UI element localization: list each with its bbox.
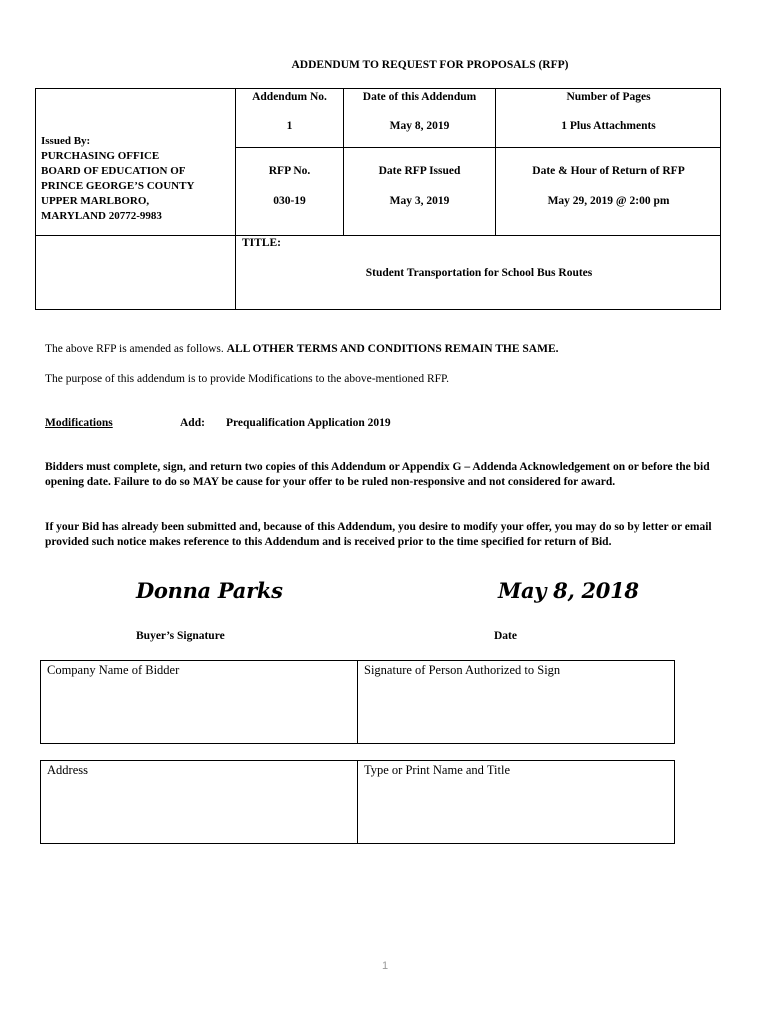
buyer-signature: Donna Parks	[136, 578, 283, 603]
issuer-line: BOARD OF EDUCATION OF	[41, 165, 186, 177]
amended-bold: ALL OTHER TERMS AND CONDITIONS REMAIN THE SAME.	[226, 343, 559, 355]
rfp-issued-label: Date RFP Issued	[378, 165, 461, 177]
amended-text: The above RFP is amended as follows.	[45, 343, 224, 355]
issuer-block	[41, 134, 194, 224]
address-field[interactable]	[40, 760, 358, 844]
addendum-no-label: Addendum No.	[252, 91, 327, 103]
return-value: May 29, 2019 @ 2:00 pm	[547, 195, 670, 207]
amended-statement	[45, 342, 559, 357]
page-number: 1	[381, 960, 389, 972]
divider	[36, 235, 721, 236]
purpose-statement: The purpose of this addendum is to provide Modifications to the above-mentioned RFP.	[45, 373, 450, 385]
pages-label: Number of Pages	[566, 91, 651, 103]
addendum-date-value: May 8, 2019	[389, 120, 450, 132]
authorized-signature-field[interactable]	[357, 660, 675, 744]
rfp-no-value: 030-19	[273, 195, 306, 207]
modifications-item: Prequalification Application 2019	[226, 417, 391, 429]
pages-value: 1 Plus Attachments	[561, 120, 656, 132]
issuer-line: MARYLAND 20772-9983	[41, 210, 162, 222]
divider	[495, 89, 496, 235]
addendum-date-label: Date of this Addendum	[362, 91, 477, 103]
company-name-field[interactable]	[40, 660, 358, 744]
divider	[343, 89, 344, 235]
print-name-field[interactable]	[357, 760, 675, 844]
document-title: ADDENDUM TO REQUEST FOR PROPOSALS (RFP)	[291, 59, 569, 71]
issuer-line: PURCHASING OFFICE	[41, 150, 160, 162]
address-label: Address	[47, 763, 88, 777]
buyer-signature-caption: Buyer’s Signature	[136, 630, 225, 642]
rfp-no-label: RFP No.	[268, 165, 311, 177]
modifications-label: Modifications	[45, 417, 113, 429]
issuer-line: UPPER MARLBORO,	[41, 195, 150, 207]
modifications-add: Add:	[180, 417, 205, 429]
return-label: Date & Hour of Return of RFP	[532, 165, 685, 177]
date-caption: Date	[494, 630, 517, 642]
signature-date: May 8, 2018	[498, 578, 639, 603]
authorized-signature-label: Signature of Person Authorized to Sign	[364, 663, 561, 677]
title-value: Student Transportation for School Bus Routes	[365, 267, 593, 279]
bid-modification-note: If your Bid has already been submitted and, because of this Addendum, you desire to modify your offer, you may do so by letter or email provided such notice makes reference to this Addendum and is received prior to the time specified for return of Bid.	[45, 521, 712, 548]
company-name-label: Company Name of Bidder	[47, 663, 180, 677]
title-label: TITLE:	[242, 237, 281, 249]
issued-by-label: Issued By:	[41, 135, 91, 147]
print-name-label: Type or Print Name and Title	[364, 763, 510, 777]
divider	[235, 147, 721, 148]
rfp-issued-value: May 3, 2019	[389, 195, 450, 207]
issuer-line: PRINCE GEORGE’S COUNTY	[41, 180, 195, 192]
bidders-instructions: Bidders must complete, sign, and return two copies of this Addendum or Appendix G – Addenda Acknowledgement on or before the bid opening date. Failure to do so MAY be cause for your offer to be ruled non-responsive and not considered for award.	[45, 461, 710, 488]
rfp-info-table	[35, 88, 721, 310]
addendum-no-value: 1	[286, 120, 293, 132]
